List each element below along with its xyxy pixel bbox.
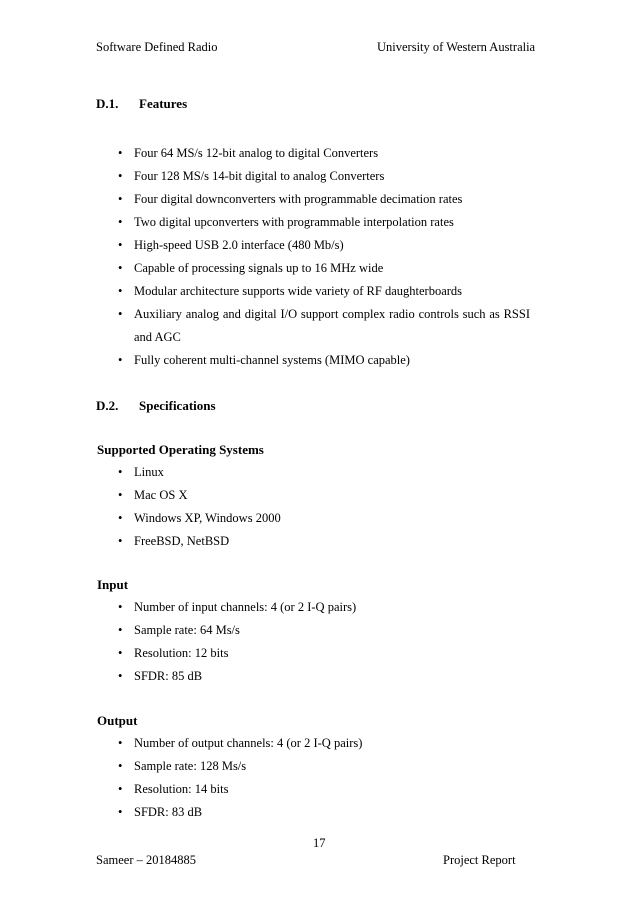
bullet-icon: • (118, 261, 123, 275)
bullet-icon: • (118, 192, 123, 206)
header-left: Software Defined Radio (96, 40, 218, 54)
bullet-icon: • (118, 782, 123, 796)
bullet-icon: • (118, 307, 123, 321)
subheading-operating-systems: Supported Operating Systems (97, 442, 264, 457)
bullet-icon: • (118, 146, 123, 160)
bullet-icon: • (118, 465, 123, 479)
bullet-icon: • (118, 736, 123, 750)
bullet-icon: • (118, 600, 123, 614)
bullet-icon: • (118, 215, 123, 229)
section-number-d2: D.2. (96, 398, 119, 413)
footer-right: Project Report (443, 853, 516, 867)
bullet-icon: • (118, 669, 123, 683)
footer-left: Sameer – 20184885 (96, 853, 196, 867)
bullet-icon: • (118, 759, 123, 773)
bullet-icon: • (118, 284, 123, 298)
page-number: 17 (313, 836, 326, 850)
header-right: University of Western Australia (377, 40, 536, 54)
bullet-icon: • (118, 488, 123, 502)
bullet-icon: • (118, 623, 123, 637)
bullet-icon: • (118, 646, 123, 660)
bullet-icon: • (118, 534, 123, 548)
bullet-icon: • (118, 805, 123, 819)
bullet-icon: • (118, 511, 123, 525)
bullet-icon: • (118, 169, 123, 183)
section-title-features: Features (139, 96, 188, 111)
section-number-d1: D.1. (96, 96, 119, 111)
subheading-output: Output (97, 713, 138, 728)
section-title-specifications: Specifications (139, 398, 216, 413)
bullet-icon: • (118, 238, 123, 252)
subheading-input: Input (97, 577, 129, 592)
bullet-icon: • (118, 353, 123, 367)
